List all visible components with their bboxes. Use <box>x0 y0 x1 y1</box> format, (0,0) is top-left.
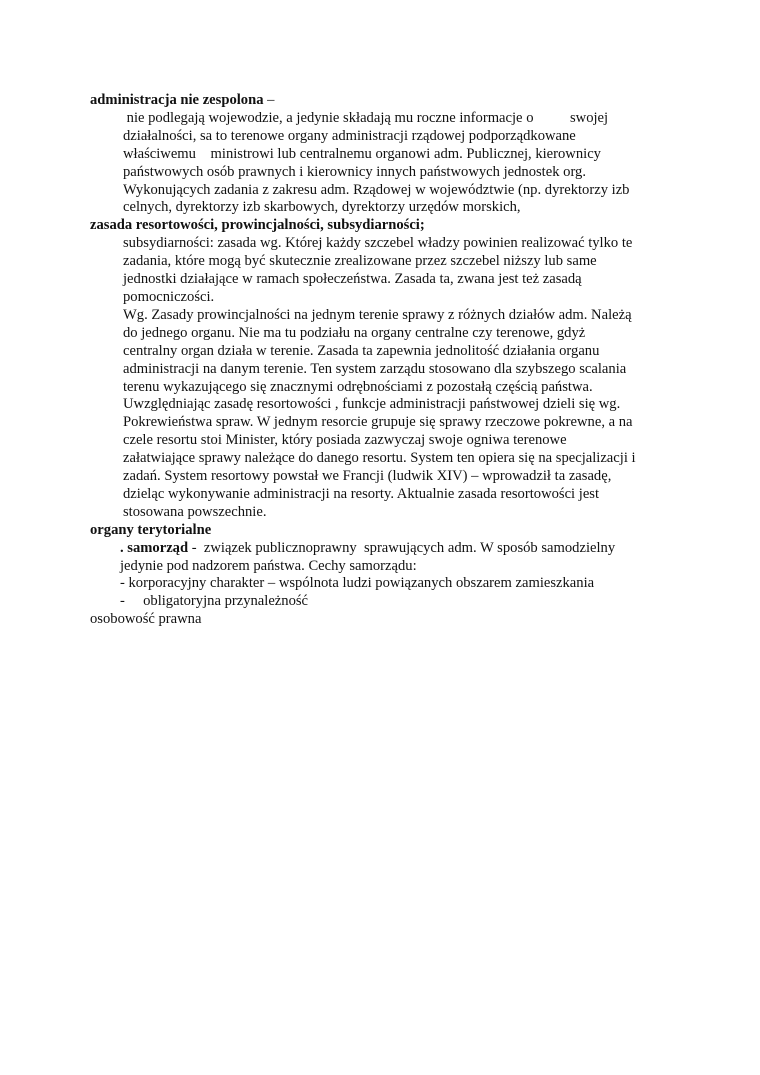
paragraph-line: jednostki działające w ramach społeczeństwa. Zasada ta, zwana jest też zasadą <box>123 271 582 288</box>
paragraph-line: zadań. System resortowy powstał we Francji (ludwik XIV) – wprowadził ta zasadę, <box>123 468 612 485</box>
paragraph-line: terenu wykazującego się znacznymi odrębnościami z pozostałą częścią państwa. <box>123 378 593 395</box>
section-heading: zasada resortowości, prowincjalności, subsydiarności; <box>90 217 425 234</box>
section-heading: organy terytorialne <box>90 521 212 538</box>
paragraph-line: jedynie pod nadzorem państwa. Cechy samorządu: <box>120 557 417 574</box>
paragraph-line: zadania, które mogą być skutecznie zrealizowane przez szczebel niższy lub same <box>123 253 597 270</box>
samorzad-term: . samorząd <box>120 539 189 556</box>
paragraph-line: czele resortu stoi Minister, który posiada zazwyczaj swoje ogniwa terenowe <box>123 432 567 449</box>
paragraph-line: załatwiające sprawy należące do danego resortu. System ten opiera się na specjalizacji i <box>123 450 636 467</box>
paragraph-line: nie podlegają wojewodzie, a jedynie składają mu roczne informacje o swojej <box>123 109 609 126</box>
paragraph-line: właściwemu ministrowi lub centralnemu organowi adm. Publicznej, kierownicy <box>123 145 601 162</box>
section-heading: administracja nie zespolona <box>90 92 264 108</box>
paragraph-line: działalności, sa to terenowe organy administracji rządowej podporządkowane <box>123 127 576 144</box>
section-heading-line <box>90 92 680 110</box>
paragraph-line: dzieląc wykonywanie administracji na resorty. Aktualnie zasada resortowości jest <box>123 485 600 502</box>
paragraph-line: do jednego organu. Nie ma tu podziału na organy centralne czy terenowe, gdyż <box>123 324 586 341</box>
heading-suffix: – <box>263 92 275 108</box>
paragraph-line: celnych, dyrektorzy izb skarbowych, dyrektorzy urzędów morskich, <box>123 199 521 216</box>
paragraph-line: Wykonujących zadania z zakresu adm. Rządowej w województwie (np. dyrektorzy izb <box>123 181 630 198</box>
paragraph-line: administracji na danym terenie. Ten system zarządu stosowano dla szybszego scalania <box>123 360 627 377</box>
paragraph-line: centralny organ działa w terenie. Zasada ta zapewnia jednolitość działania organu <box>123 342 600 359</box>
paragraph-line: pomocniczości. <box>123 288 215 305</box>
paragraph-line: Uwzględniając zasadę resortowości , funkcje administracji państwowej dzieli się wg. <box>123 396 621 413</box>
paragraph-line: Pokrewieństwa spraw. W jednym resorcie grupuje się sprawy rzeczowe pokrewne, a na <box>123 414 633 431</box>
section-heading-line <box>90 217 680 235</box>
paragraph-line: Wg. Zasady prowincjalności na jednym terenie sprawy z różnych działów adm. Należą <box>123 306 632 323</box>
samorzad-definition: - związek publicznoprawny sprawujących adm. W sposób samodzielny <box>188 539 616 556</box>
samorzad-line <box>90 540 680 558</box>
paragraph-line: stosowana powszechnie. <box>123 503 267 520</box>
document-body <box>90 92 680 629</box>
paragraph-line: subsydiarności: zasada wg. Której każdy szczebel władzy powinien realizować tylko te <box>123 235 633 252</box>
list-item: - obligatoryjna przynależność <box>120 593 309 610</box>
list-item: - korporacyjny charakter – wspólnota ludzi powiązanych obszarem zamieszkania <box>120 575 595 592</box>
trailing-line: osobowość prawna <box>90 611 202 628</box>
section-heading-line <box>90 522 680 540</box>
paragraph-line: państwowych osób prawnych i kierownicy innych państwowych jednostek org. <box>123 163 586 180</box>
